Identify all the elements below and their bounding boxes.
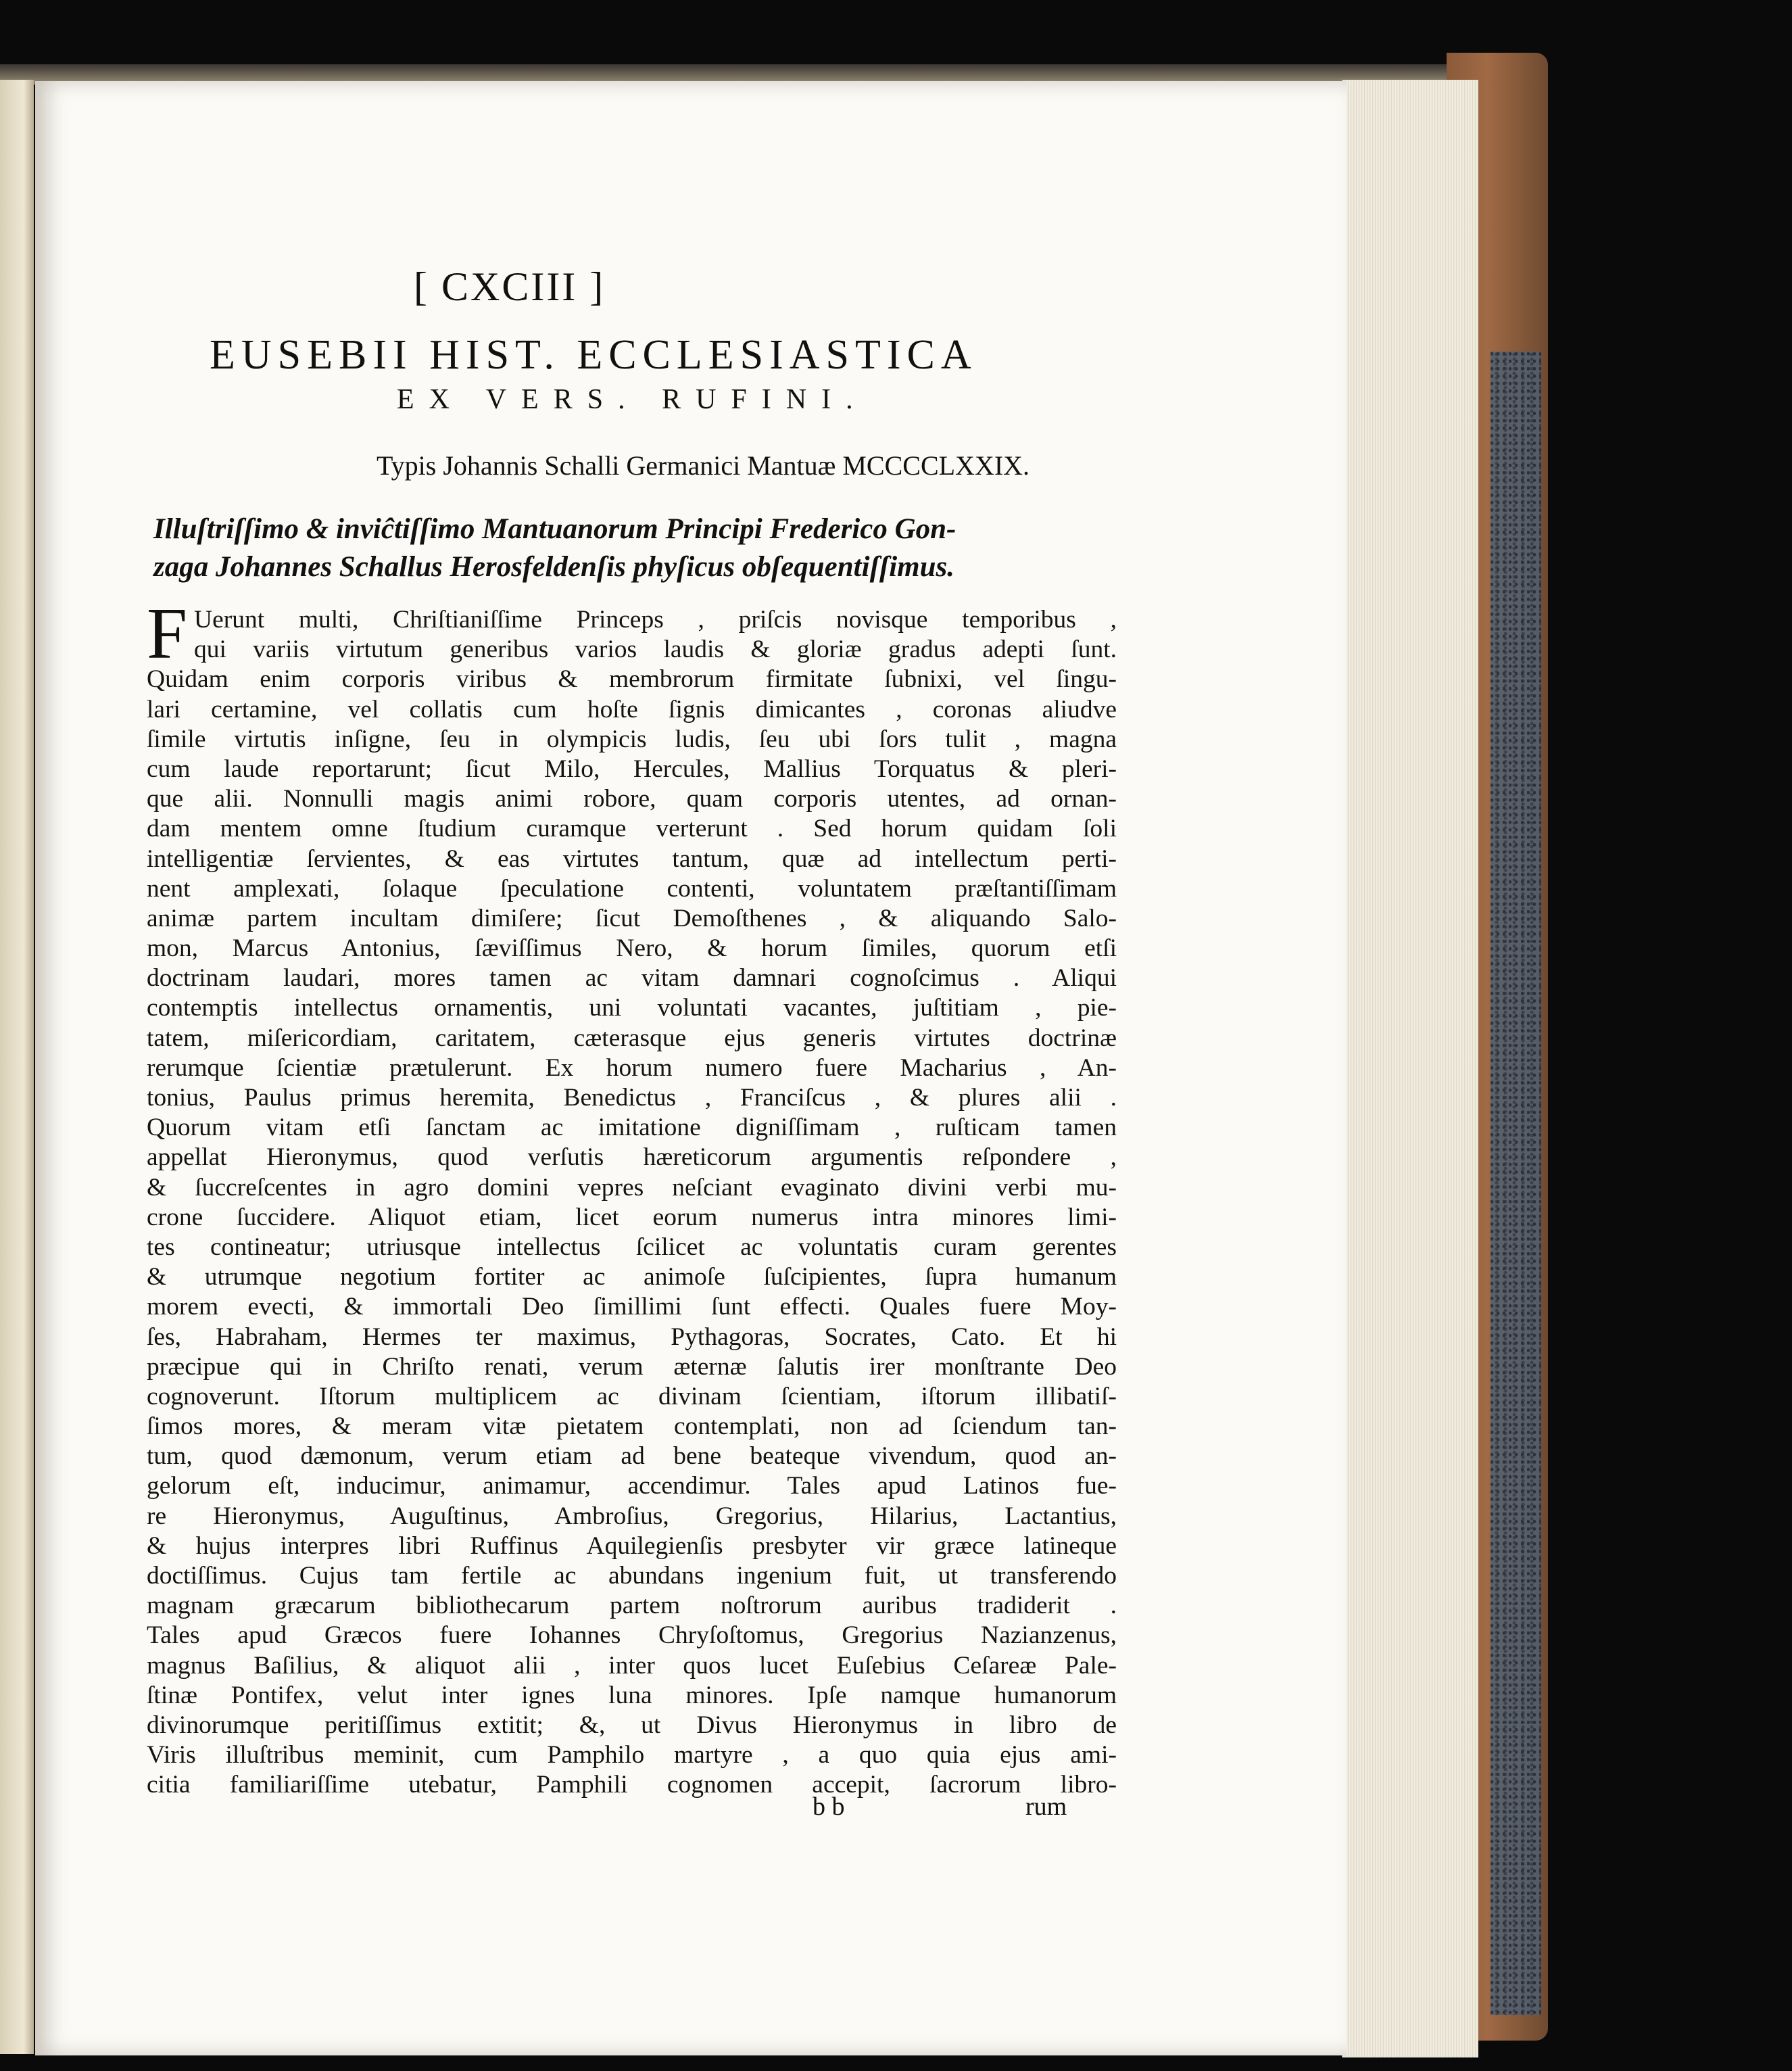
text-line: mon, Marcus Antonius, ſæviſſimus Nero, & horum ſimiles, quorum etſi <box>147 934 1117 963</box>
text-line: morem evecti, & immortali Deo ſimillimi ſunt effecti. Quales fuere Moy- <box>147 1293 1117 1321</box>
text-line: & hujus interpres libri Ruffinus Aquilegienſis presbyter vir græce latineque <box>147 1531 1117 1560</box>
text-line: tum, quod dæmonum, verum etiam ad bene beateque vivendum, quod an- <box>147 1442 1117 1471</box>
page-stack-edge <box>1342 80 1478 2057</box>
text-line: tonius, Paulus primus heremita, Benedictus , Franciſcus , & plures alii . <box>147 1084 1117 1112</box>
body-text <box>147 594 1117 1801</box>
text-line: cum laude reportarunt; ſicut Milo, Hercules, Mallius Torquatus & pleri- <box>147 755 1117 783</box>
text-line: ſtinæ Pontifex, velut inter ignes luna minores. Ipſe namque humanorum <box>147 1681 1117 1709</box>
text-line: animæ partem incultam dimiſere; ſicut Demoſthenes , & aliquando Salo- <box>147 904 1117 932</box>
text-line: Uerunt multi, Chriſtianiſſime Princeps , priſcis novisque temporibus , <box>194 606 1117 634</box>
text-line: nent amplexati, ſolaque ſpeculatione contenti, voluntatem præſtantiſſimam <box>147 874 1117 903</box>
page-title: EUSEBII HIST. ECCLESIASTICA <box>210 332 977 378</box>
text-line: doctrinam laudari, mores tamen ac vitam damnari cognoſcimus . Aliqui <box>147 964 1117 993</box>
text-line: crone ſuccidere. Aliquot etiam, licet eorum numerus intra minores limi- <box>147 1203 1117 1231</box>
page-number: [ CXCIII ] <box>414 264 606 309</box>
text-line: rerumque ſcientiæ prætulerunt. Ex horum numero fuere Macharius , An- <box>147 1053 1117 1082</box>
text-line: magnus Baſilius, & aliquot alii , inter quos lucet Euſebius Ceſareæ Pale- <box>147 1651 1117 1680</box>
text-line: ſes, Habraham, Hermes ter maximus, Pythagoras, Socrates, Cato. Et hi <box>147 1323 1117 1351</box>
text-line: appellat Hieronymus, quod verſutis hæreticorum argumentis reſpondere , <box>147 1143 1117 1172</box>
text-line: ſimile virtutis inſigne, ſeu in olympicis ludis, ſeu ubi ſors tulit , magna <box>147 725 1117 753</box>
book-page <box>35 81 1347 2055</box>
text-line: magnam græcarum bibliothecarum partem noſtrorum auribus tradiderit . <box>147 1592 1117 1620</box>
text-line: contemptis intellectus ornamentis, uni voluntati vacantes, juſtitiam , pie- <box>147 994 1117 1022</box>
marbled-cover <box>1491 352 1541 2015</box>
text-line: intelligentiæ ſervientes, & eas virtutes tantum, quæ ad intellectum perti- <box>147 844 1117 873</box>
dedication <box>153 510 1113 586</box>
facing-page-edge <box>0 80 34 2054</box>
drop-cap: F <box>147 594 188 674</box>
text-line: doctiſſimus. Cujus tam fertile ac abundans ingenium fuit, ut transferendo <box>147 1562 1117 1590</box>
text-line: ſimos mores, & meram vitæ pietatem contemplati, non ad ſciendum tan- <box>147 1412 1117 1441</box>
text-line: & ſuccreſcentes in agro domini vepres neſciant evaginato divini verbi mu- <box>147 1173 1117 1201</box>
text-line: tatem, miſericordiam, caritatem, cæterasque ejus generis virtutes doctrinæ <box>147 1024 1117 1052</box>
text-line: cognoverunt. Iſtorum multiplicem ac divinam ſcientiam, iſtorum illibatiſ- <box>147 1382 1117 1410</box>
text-line: que alii. Nonnulli magis animi robore, quam corporis utentes, ad ornan- <box>147 785 1117 813</box>
text-line: gelorum eſt, inducimur, animamur, accendimur. Tales apud Latinos fue- <box>147 1472 1117 1500</box>
text-line: lari certamine, vel collatis cum hoſte ſignis dimicantes , coronas aliudve <box>147 695 1117 723</box>
text-line: tes contineatur; utriusque intellectus ſcilicet ac voluntatis curam gerentes <box>147 1233 1117 1261</box>
catchword: rum <box>1025 1792 1067 1821</box>
text-line: Quorum vitam etſi ſanctam ac imitatione digniſſimam , ruſticam tamen <box>147 1114 1117 1142</box>
signature-mark: b b <box>813 1792 845 1821</box>
text-line: & utrumque negotium fortiter ac animoſe ſuſcipientes, ſupra humanum <box>147 1263 1117 1291</box>
page-subtitle: EX VERS. RUFINI. <box>397 384 868 415</box>
text-line: divinorumque peritiſſimus extitit; &, ut Divus Hieronymus in libro de <box>147 1711 1117 1739</box>
dedication-line: Illuſtriſſimo & inviĉtiſſimo Mantuanorum Principi Frederico Gon- <box>153 513 956 545</box>
text-line: Quidam enim corporis viribus & membrorum firmitate ſubnixi, vel ſingu- <box>147 665 1117 694</box>
text-line: dam mentem omne ſtudium curamque verterunt . Sed horum quidam ſoli <box>147 815 1117 843</box>
text-line: præcipue qui in Chriſto renati, verum æternæ ſalutis irer monſtrante Deo <box>147 1352 1117 1381</box>
text-line: citia familiariſſime utebatur, Pamphili cognomen accepit, ſacrorum libro- <box>147 1771 1117 1799</box>
imprint-line: Typis Johannis Schalli Germanici Mantuæ MCCCCLXXIX. <box>377 450 1030 481</box>
text-line: re Hieronymus, Auguſtinus, Ambroſius, Gregorius, Hilarius, Lactantius, <box>147 1502 1117 1530</box>
text-line: Viris illuſtribus meminit, cum Pamphilo martyre , a quo quia ejus ami- <box>147 1741 1117 1769</box>
text-line: Tales apud Græcos fuere Iohannes Chryſoſtomus, Gregorius Nazianzenus, <box>147 1621 1117 1650</box>
dedication-line: zaga Johannes Schallus Herosfeldenſis phyſicus obſequentiſſimus. <box>153 551 954 583</box>
text-line: qui variis virtutum generibus varios laudis & gloriæ gradus adepti ſunt. <box>194 636 1117 664</box>
